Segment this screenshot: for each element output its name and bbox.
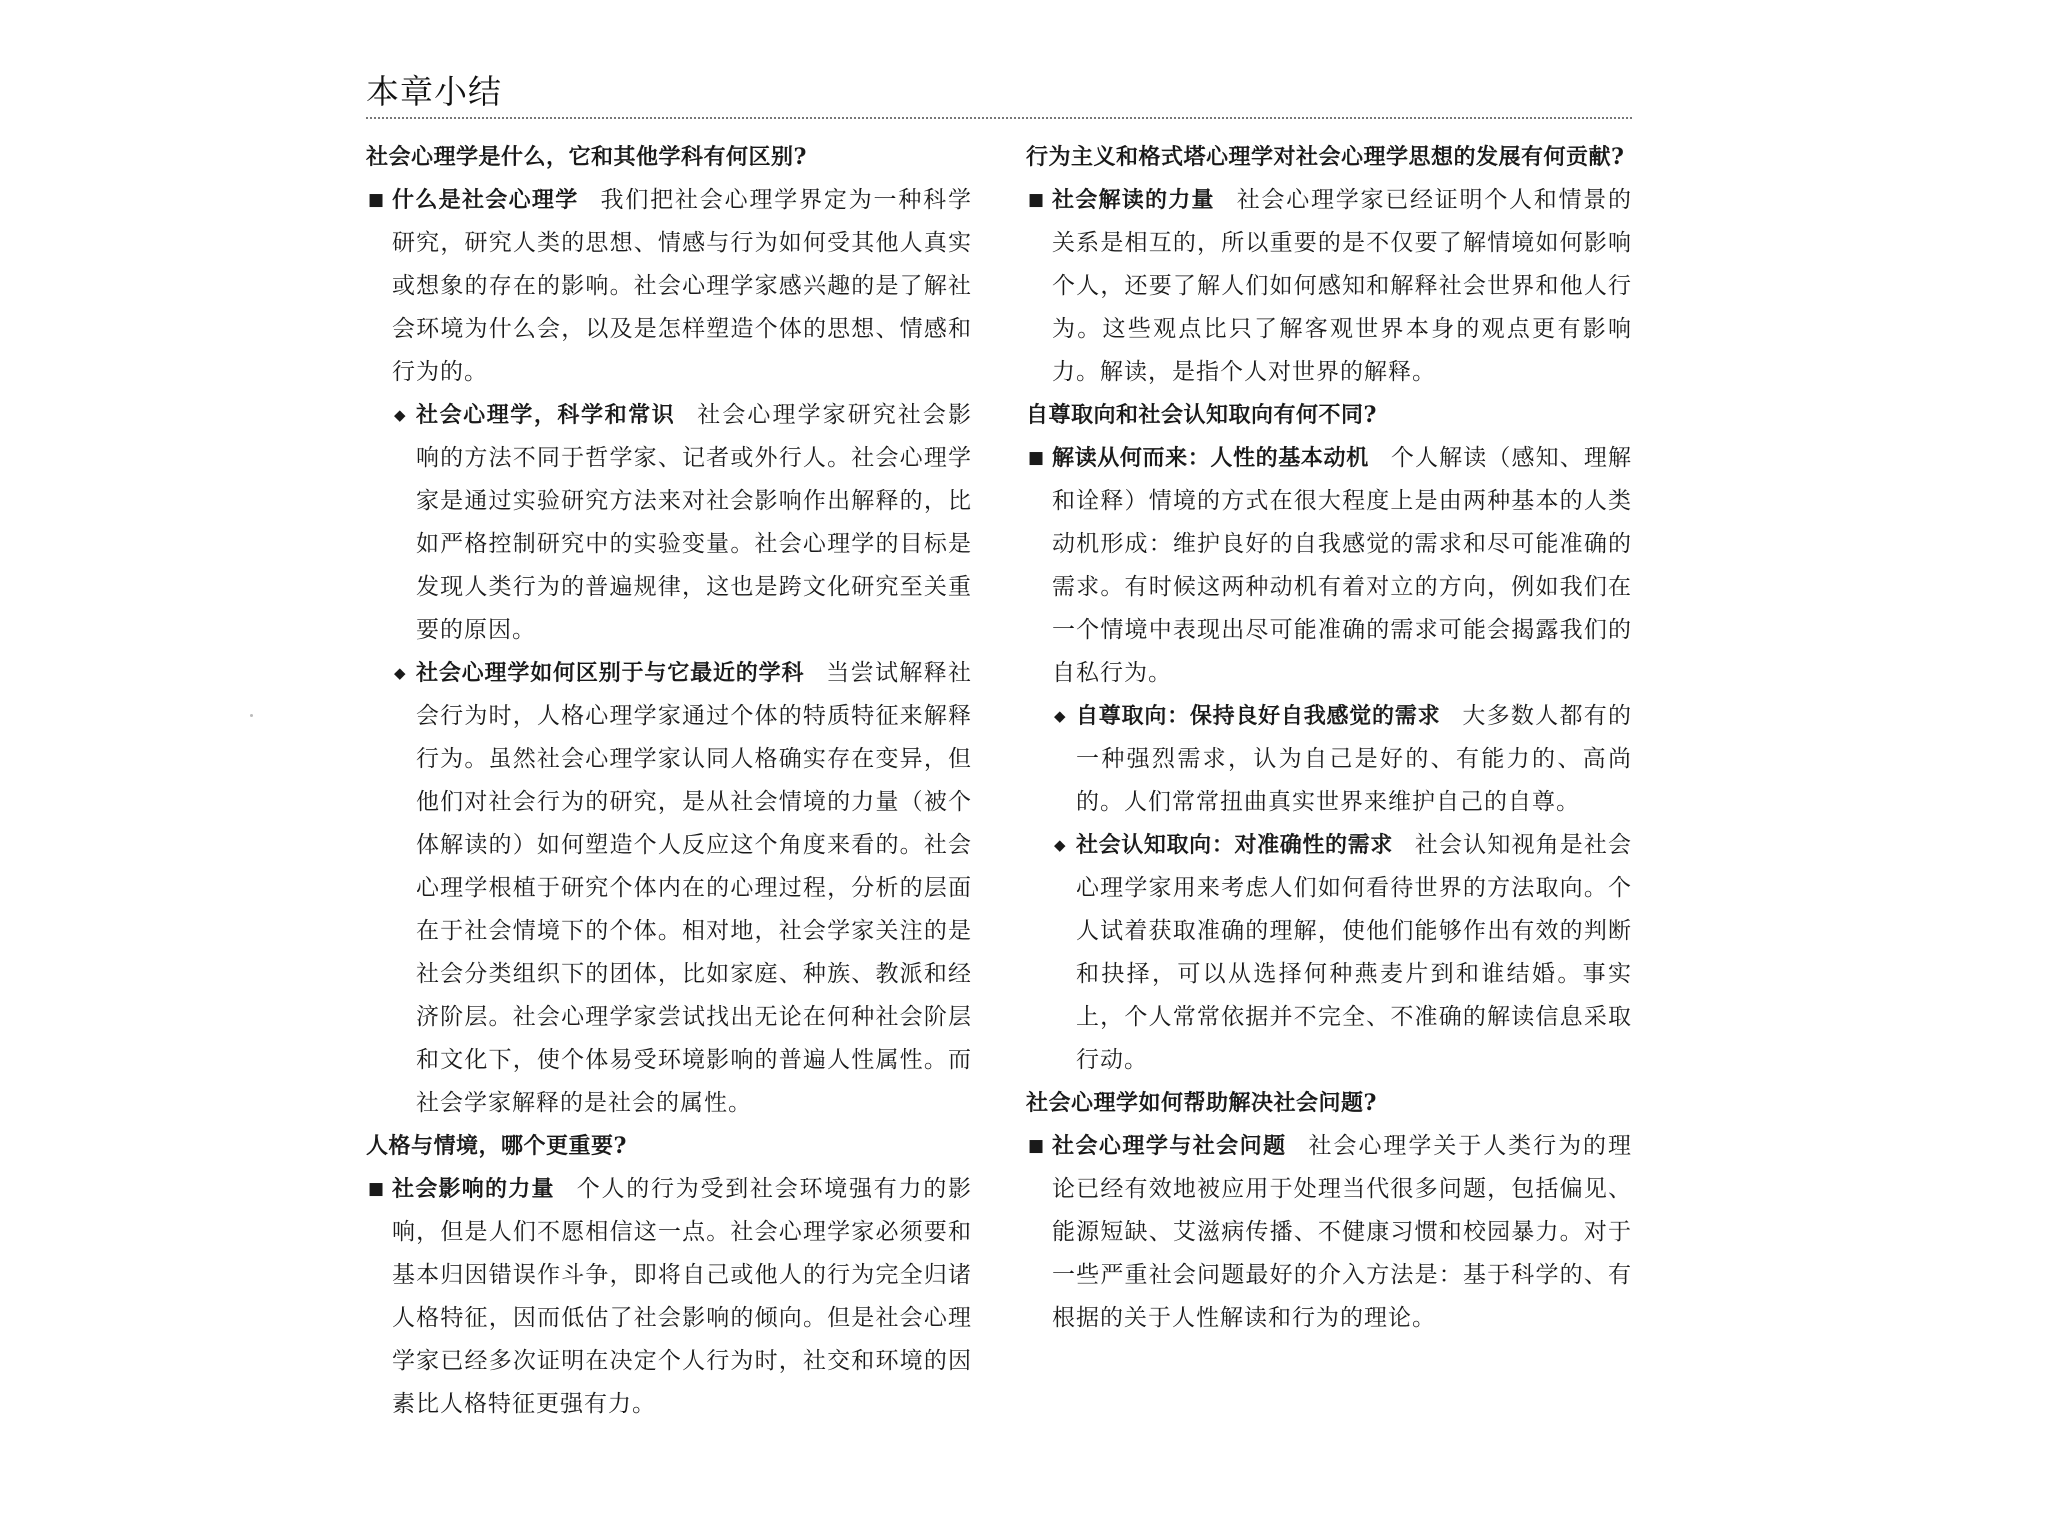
entry-term: 社会心理学如何区别于与它最近的学科 xyxy=(416,661,805,686)
diamond-bullet-icon: ◆ xyxy=(1054,707,1067,725)
summary-subentry xyxy=(366,652,972,1125)
entry-term: 社会心理学，科学和常识 xyxy=(416,403,676,428)
entry-text: 社会心理学家研究社会影响的方法不同于哲学家、记者或外行人。社会心理学家是通过实验研究方法来对社会影响作出解释的，比如严格控制研究中的实验变量。社会心理学的目标是发现人类行为的普遍规律，这也是跨文化研究至关重要的原因。 xyxy=(416,402,972,643)
section-heading: 行为主义和格式塔心理学对社会心理学思想的发展有何贡献? xyxy=(1026,144,1625,170)
entry-text: 当尝试解释社会行为时，人格心理学家通过个体的特质特征来解释行为。虽然社会心理学家认同人格确实存在变异，但他们对社会行为的研究，是从社会情境的力量（被个体解读的）如何塑造个人反应这个角度来看的。社会心理学根植于研究个体内在的心理过程，分析的层面在于社会情境下的个体。相对地，社会学家关注的是社会分类组织下的团体，比如家庭、种族、教派和经济阶层。社会心理学家尝试找出无论在何种社会阶层和文化下，使个体易受环境影响的普遍人性属性。而社会学家解释的是社会的属性。 xyxy=(416,660,972,1116)
summary-entry xyxy=(1026,1125,1632,1340)
entry-term: 什么是社会心理学 xyxy=(392,188,579,213)
square-bullet-icon: ■ xyxy=(368,1179,386,1199)
entry-term: 解读从何而来：人性的基本动机 xyxy=(1052,446,1369,471)
section-heading: 人格与情境，哪个更重要? xyxy=(366,1133,627,1159)
dotted-title-rule xyxy=(366,117,1632,119)
right-column xyxy=(1026,136,1632,1340)
entry-text: 社会心理学关于人类行为的理论已经有效地被应用于处理当代很多问题，包括偏见、能源短缺、艾滋病传播、不健康习惯和校园暴力。对于一些严重社会问题最好的介入方法是：基于科学的、有根据的关于人性解读和行为的理论。 xyxy=(1052,1133,1632,1331)
entry-text: 个人解读（感知、理解和诠释）情境的方式在很大程度上是由两种基本的人类动机形成：维护良好的自我感觉的需求和尽可能准确的需求。有时候这两种动机有着对立的方向，例如我们在一个情境中表现出尽可能准确的需求可能会揭露我们的自私行为。 xyxy=(1052,445,1632,686)
diamond-bullet-icon: ◆ xyxy=(1054,836,1067,854)
square-bullet-icon: ■ xyxy=(1028,190,1046,210)
section-heading: 社会心理学是什么，它和其他学科有何区别? xyxy=(366,144,807,170)
square-bullet-icon: ■ xyxy=(1028,448,1046,468)
left-column xyxy=(366,136,972,1426)
entry-text: 我们把社会心理学界定为一种科学研究，研究人类的思想、情感与行为如何受其他人真实或想象的存在的影响。社会心理学家感兴趣的是了解社会环境为什么会，以及是怎样塑造个体的思想、情感和行为的。 xyxy=(392,187,972,385)
diamond-bullet-icon: ◆ xyxy=(394,406,407,424)
summary-subentry xyxy=(1026,695,1632,824)
summary-subentry xyxy=(1026,824,1632,1082)
entry-term: 社会心理学与社会问题 xyxy=(1052,1134,1287,1159)
summary-entry xyxy=(1026,437,1632,695)
diamond-bullet-icon: ◆ xyxy=(394,664,407,682)
square-bullet-icon: ■ xyxy=(368,190,386,210)
entry-text: 社会心理学家已经证明个人和情景的关系是相互的，所以重要的是不仅要了解情境如何影响个人，还要了解人们如何感知和解释社会世界和他人行为。这些观点比只了解客观世界本身的观点更有影响力。解读，是指个人对世界的解释。 xyxy=(1052,187,1632,385)
section-heading: 社会心理学如何帮助解决社会问题? xyxy=(1026,1090,1377,1116)
summary-entry xyxy=(366,1168,972,1426)
summary-subentry xyxy=(366,394,972,652)
entry-text: 社会认知视角是社会心理学家用来考虑人们如何看待世界的方法取向。个人试着获取准确的理解，使他们能够作出有效的判断和抉择，可以从选择何种燕麦片到和谁结婚。事实上，个人常常依据并不完全、不准确的解读信息采取行动。 xyxy=(1076,832,1632,1073)
summary-entry xyxy=(366,179,972,394)
entry-term: 社会解读的力量 xyxy=(1052,188,1215,213)
scan-speck xyxy=(250,714,253,717)
section-heading: 自尊取向和社会认知取向有何不同? xyxy=(1026,402,1377,428)
summary-entry xyxy=(1026,179,1632,394)
entry-text: 大多数人都有的一种强烈需求，认为自己是好的、有能力的、高尚的。人们常常扭曲真实世界来维护自己的自尊。 xyxy=(1076,703,1632,815)
entry-term: 社会认知取向：对准确性的需求 xyxy=(1076,833,1393,858)
entry-text: 个人的行为受到社会环境强有力的影响，但是人们不愿相信这一点。社会心理学家必须要和基本归因错误作斗争，即将自己或他人的行为完全归诸人格特征，因而低估了社会影响的倾向。但是社会心理学家已经多次证明在决定个人行为时，社交和环境的因素比人格特征更强有力。 xyxy=(392,1176,972,1417)
square-bullet-icon: ■ xyxy=(1028,1136,1046,1156)
entry-term: 自尊取向：保持良好自我感觉的需求 xyxy=(1076,704,1441,729)
entry-term: 社会影响的力量 xyxy=(392,1177,555,1202)
chapter-summary-title: 本章小结 xyxy=(366,72,502,111)
